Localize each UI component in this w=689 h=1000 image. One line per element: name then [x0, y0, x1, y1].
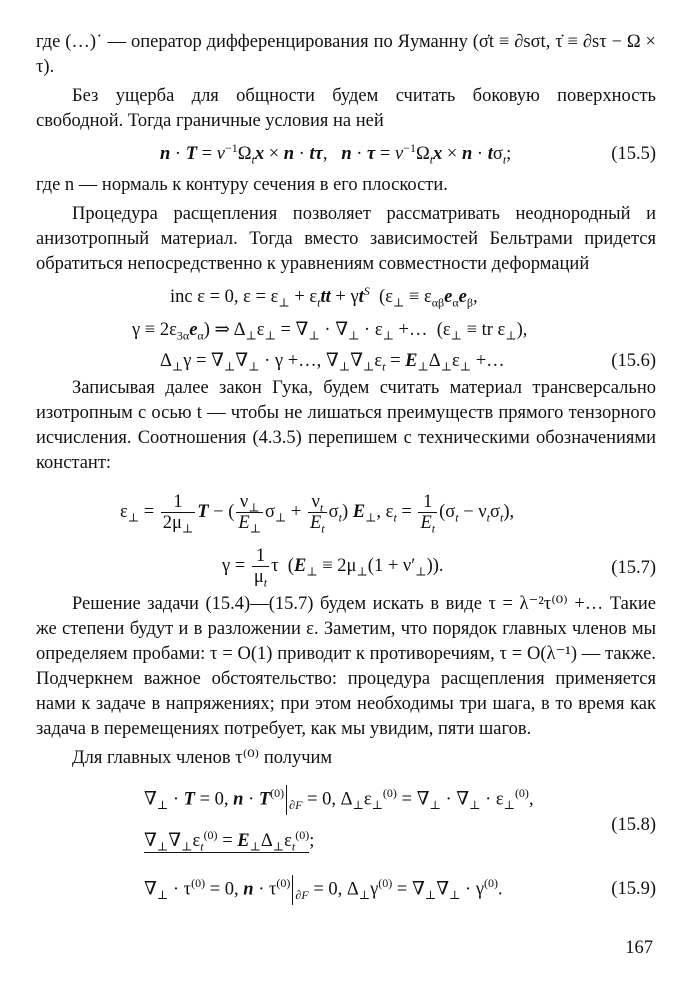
page-body: [36, 30, 656, 905]
equation-15-5: [36, 142, 656, 167]
jaumann-definition: (σ̇t ≡ ∂sσt, τ̇ ≡ ∂sτ − Ω × τ).: [36, 32, 656, 77]
formula-15-7-line1: $\varepsilon_\perp$ = $\frac{1}{2\mu_\perp}$ T − ( $\frac{\nu_\perp}{E_\perp}$ $\sigma_\perp$ + $\frac{\nu_t}{E_t}$ $\sigma_t$) $E_\perp$, $\varepsilon_t$ = $\frac{1}{E_t}$ $(\sigma_t - \nu_t\sigma_t)$,: [120, 492, 515, 536]
paragraph-jaumann: [36, 30, 656, 80]
equation-number-15-7: (15.7): [611, 558, 656, 578]
formula-15-6-line2: $\gamma \equiv 2\varepsilon_{3\alpha}e_\alpha$) ⇒ $\Delta_\perp\varepsilon_\perp = \nabla_\perp \cdot \nabla_\perp \cdot \varepsilon_\perp$ +… ($\varepsilon_\perp$ ≡ tr $\varepsilon_\perp$),: [132, 320, 528, 343]
equation-15-7-line1: [36, 488, 656, 538]
paragraph-solution: Решение задачи (15.4)—(15.7) будем искать в виде τ = λ⁻²τ⁽⁰⁾ +… Такие же степени будут и в разложении ε. Заметим, что порядок главных членов мы определяем пробами: τ = O(1) приводит к противоречиям, τ = O(λ⁻¹) — также. Подчеркнем важное обстоятельство: процедура расщепления применяется нами к задаче в напряжениях; при этом необходимы три шага, в то время как задача в перемещениях потребует, как мы увидим, пяти шагов.: [36, 594, 656, 739]
equation-15-6-line3: [36, 349, 656, 374]
equation-number-15-9: (15.9): [611, 879, 656, 899]
equation-15-8-line1: [36, 781, 656, 815]
formula-15-6-line3: $\Delta_\perp\gamma = \nabla_\perp\nabla_\perp \cdot \gamma$ +…, $\nabla_\perp\nabla_\perp\varepsilon_t = E_\perp\Delta_\perp\varepsilon_\perp$ +…: [160, 351, 505, 374]
paragraph-boundary: Без ущерба для общности будем считать боковую поверхность свободной. Тогда граничные условия на ней: [36, 86, 656, 131]
formula-15-8-line1: $\nabla_\perp \cdot T = 0$, $n \cdot T^{(0)}_{\partial F} = 0$, $\Delta_\perp\varepsilon_\perp^{(0)} = \nabla_\perp \cdot \nabla_\perp \cdot \varepsilon_\perp^{(0)}$,: [144, 785, 534, 815]
paragraph-hooke: Записывая далее закон Гука, будем считать материал трансверсально изотропным с осью t — чтобы не лишаться преимуществ прямого тензорного исчисления. Соотношения (4.3.5) перепишем с техническими обозначениями констант:: [36, 378, 656, 473]
equation-number-15-8: (15.8): [611, 815, 656, 835]
formula-15-9: $\nabla_\perp \cdot \tau^{(0)} = 0$, $n \cdot \tau^{(0)}_{\partial F} = 0$, $\Delta_\perp\gamma^{(0)} = \nabla_\perp\nabla_\perp \cdot \gamma^{(0)}$.: [144, 875, 503, 905]
equation-number-15-6: (15.6): [611, 351, 656, 371]
equation-15-8-line2: [36, 815, 656, 859]
equation-15-9: [36, 871, 656, 905]
paragraph-normal: где n — нормаль к контуру сечения в его плоскости.: [36, 175, 448, 195]
formula-15-7-line2: γ = $\frac{1}{\mu_t}$ τ $(E_\perp \equiv 2\mu_\perp(1 + \nu'_\perp))$.: [222, 546, 444, 590]
formula-15-8-line2: $\nabla_\perp\nabla_\perp\varepsilon_t^{(0)} = E_\perp\Delta_\perp\varepsilon_t^{(0)}$;: [144, 827, 315, 854]
paragraph-splitting: Процедура расщепления позволяет рассматривать неоднородный и анизотропный материал. Тогда вместо зависимостей Бельтрами придется обратиться непосредственно к уравнениям совместности деформаций: [36, 204, 656, 274]
equation-15-6-line1: [36, 285, 656, 310]
paragraph-jaumann-text: где (…)˙ — оператор дифференцирования по Яуманну: [36, 32, 468, 52]
page-number: 167: [625, 938, 653, 958]
equation-15-7-line2: [36, 544, 656, 590]
equation-number-15-5: (15.5): [611, 144, 656, 164]
paragraph-leading-terms: Для главных членов τ⁽⁰⁾ получим: [72, 748, 333, 768]
equation-15-6-line2: [36, 318, 656, 343]
formula-15-6-line1: inc ε = 0, $\varepsilon = \varepsilon_\perp + \varepsilon_ttt + \gamma t^S$ ($\varepsilon_\perp \equiv \varepsilon_{\alpha\beta}e_\alpha e_\beta$,: [170, 283, 478, 310]
formula-15-5: $n \cdot T = v^{-1}\Omega_tx \times n \cdot t\tau$, $n \cdot \tau = v^{-1}\Omega_tx \times n \cdot t\sigma_t$;: [160, 140, 512, 167]
